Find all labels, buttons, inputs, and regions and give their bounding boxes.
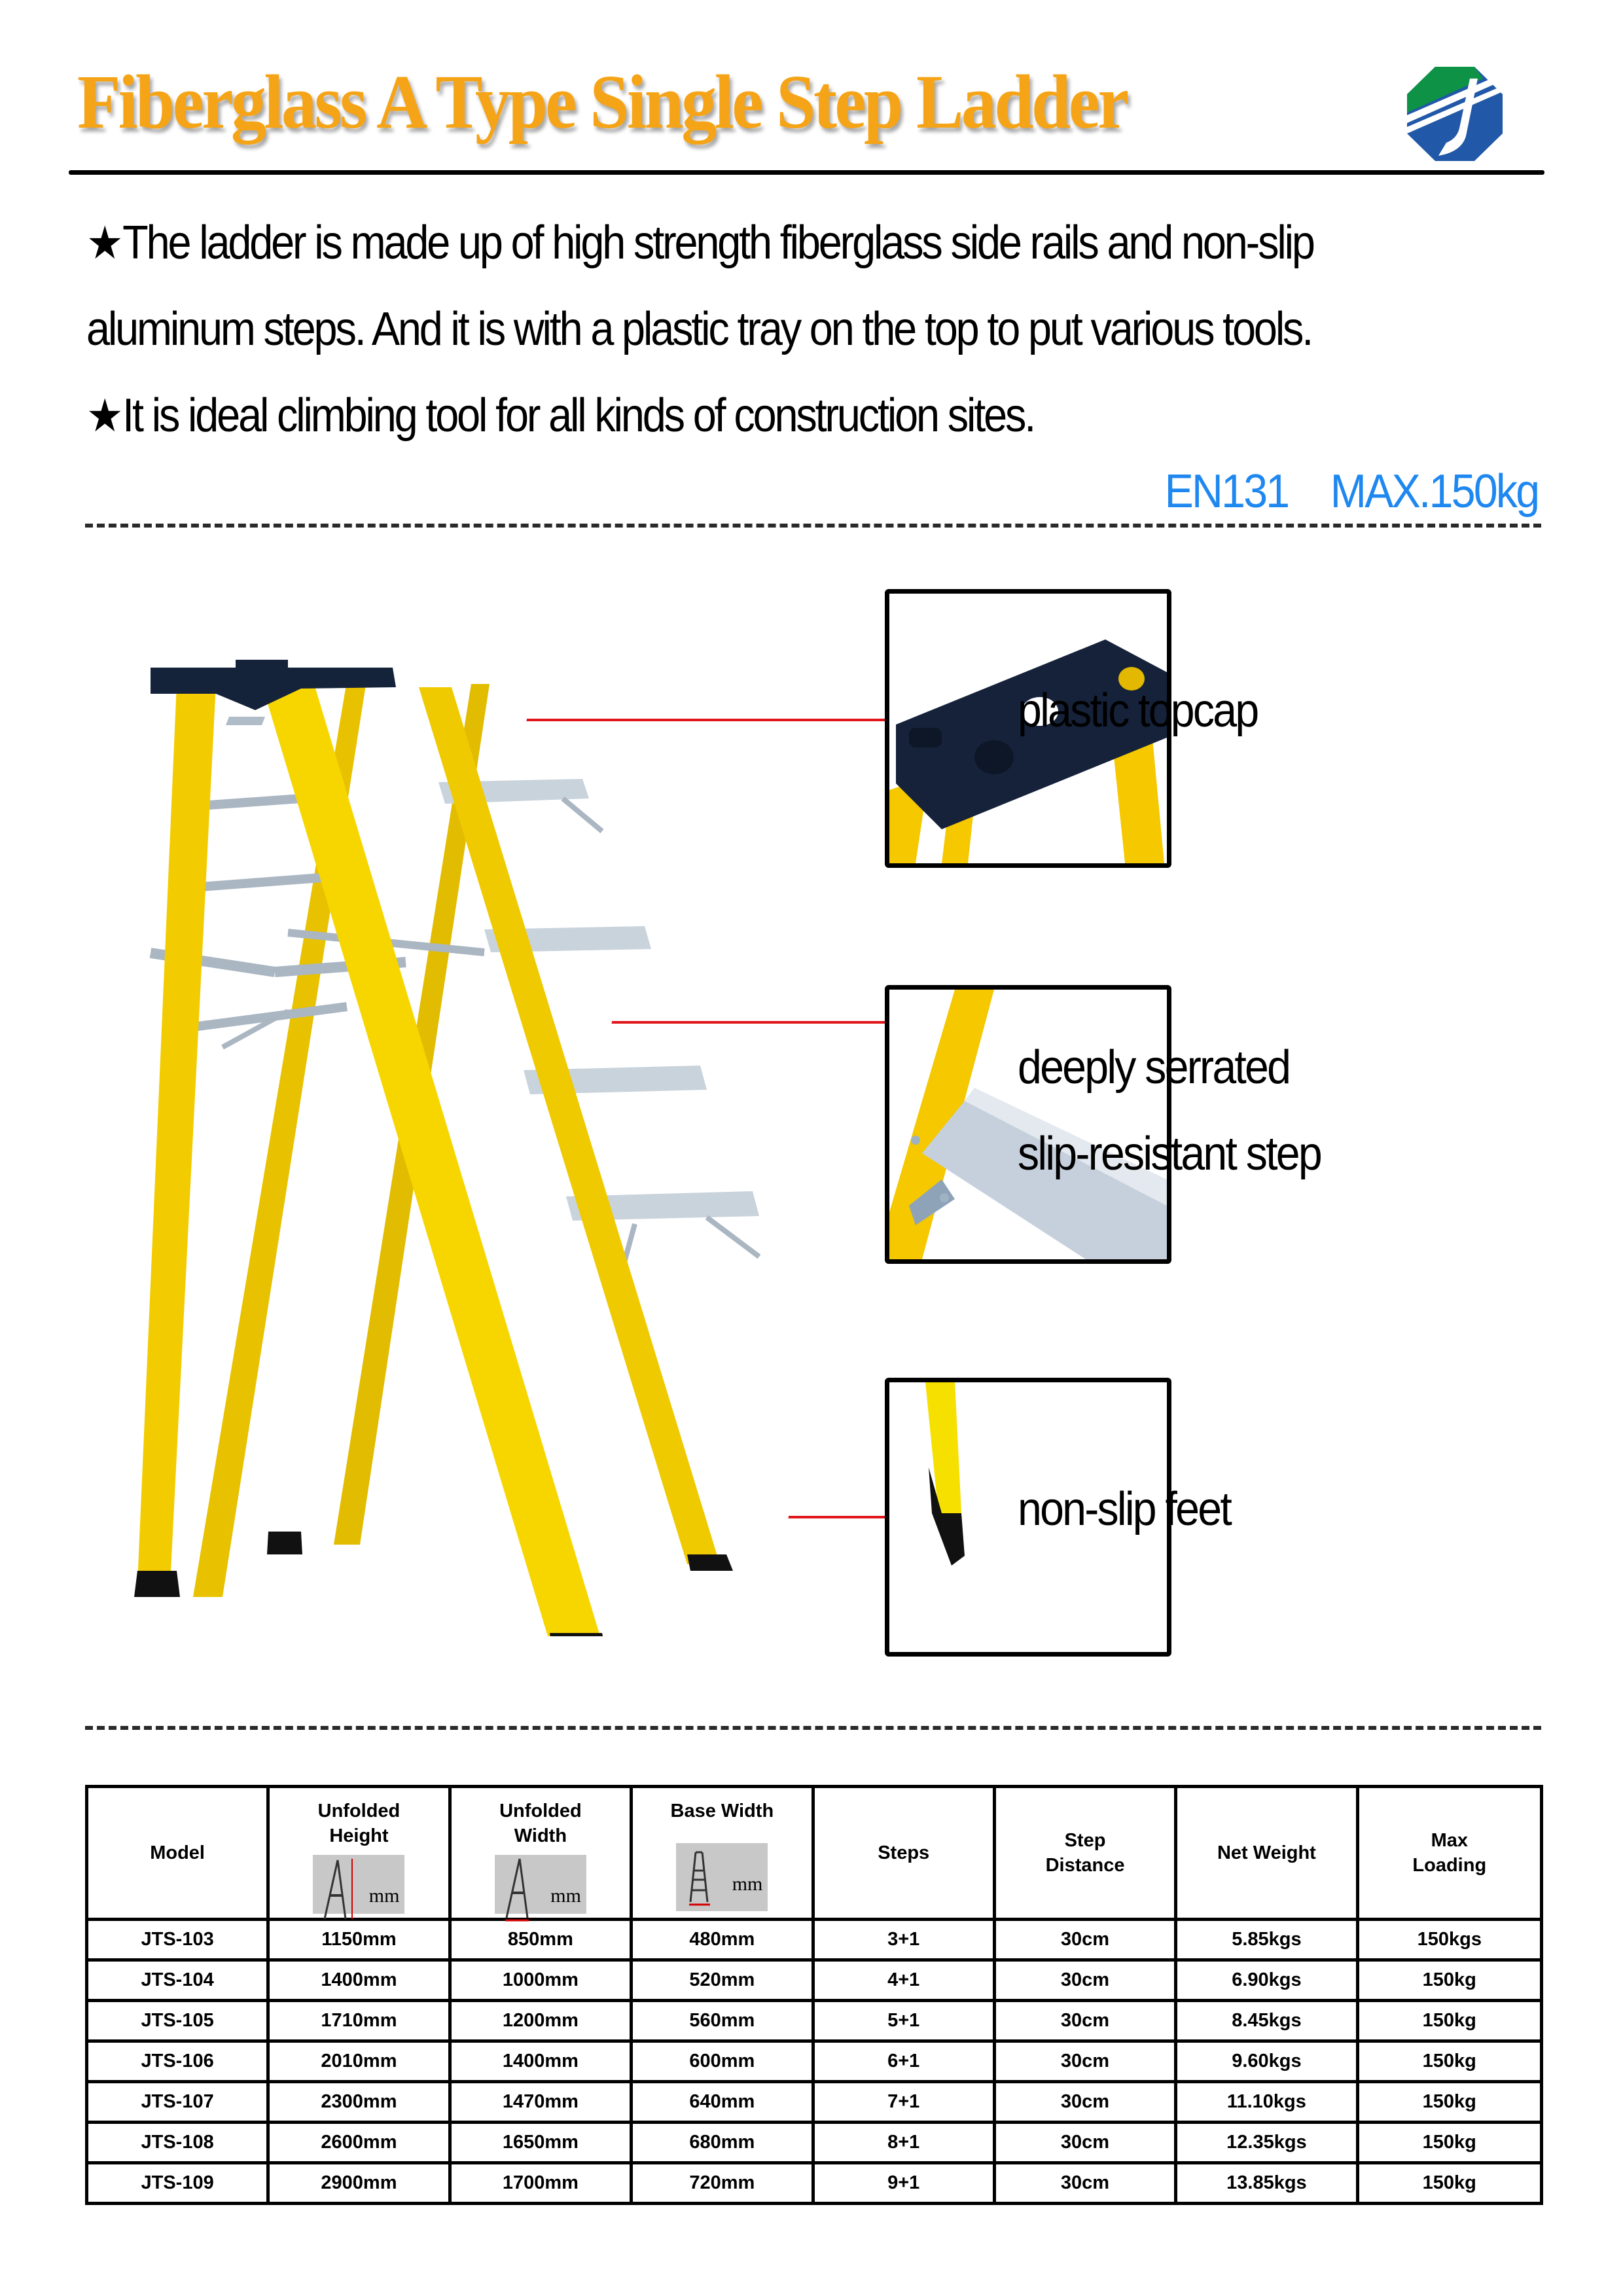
column-header-base-width: Base Width mm — [632, 1787, 813, 1920]
step-closeup-image — [885, 985, 1171, 1264]
column-header-step-distance: Step Distance — [994, 1787, 1175, 1920]
column-header-steps: Steps — [813, 1787, 994, 1920]
column-header-model: Model — [87, 1787, 268, 1920]
height-dimension-icon: mm — [313, 1855, 404, 1914]
standard-label: EN131 — [1164, 465, 1289, 518]
callout-dot-icon — [519, 715, 527, 723]
table-row: JTS-105 1710mm 1200mm 560mm 5+1 30cm 8.45kgs 150kg — [87, 2001, 1542, 2041]
max-load-label: MAX.150kg — [1330, 465, 1538, 518]
description-line-2: aluminum steps. And it is with a plastic tray on the top to put various tools. — [86, 303, 1312, 355]
callout-dot-icon — [781, 1513, 789, 1520]
width-dimension-icon: mm — [495, 1855, 586, 1914]
column-header-net-weight: Net Weight — [1176, 1787, 1357, 1920]
description-line-1: ★The ladder is made up of high strength fiberglass side rails and non-slip — [86, 217, 1313, 269]
column-header-max-loading: Max Loading — [1357, 1787, 1541, 1920]
table-row: JTS-109 2900mm 1700mm 720mm 9+1 30cm 13.85kgs 150kg — [87, 2163, 1542, 2204]
section-divider — [85, 524, 1541, 528]
callout-line-feet — [785, 1516, 885, 1518]
table-row: JTS-103 1150mm 850mm 480mm 3+1 30cm 5.85kgs 150kgs — [87, 1920, 1542, 1960]
header-rule — [69, 170, 1544, 175]
table-row: JTS-104 1400mm 1000mm 520mm 4+1 30cm 6.90kgs 150kg — [87, 1960, 1542, 2001]
table-header-row — [87, 1787, 1542, 1920]
callout-line-topcap — [524, 719, 885, 721]
column-header-unfolded-width: Unfolded Width mm — [450, 1787, 631, 1920]
star-bullet-icon: ★ — [86, 390, 122, 441]
table-row: JTS-108 2600mm 1650mm 680mm 8+1 30cm 12.35kgs 150kg — [87, 2123, 1542, 2163]
star-bullet-icon: ★ — [86, 217, 122, 268]
base-width-dimension-icon: mm — [676, 1843, 768, 1911]
specification-table — [85, 1785, 1543, 2205]
certification-badges — [1164, 465, 1538, 518]
feature-label-step-line-1: deeply serrated — [1018, 1041, 1290, 1094]
page-title: Fiberglass A Type Single Step Ladder — [77, 59, 1127, 145]
ladder-product-image — [131, 655, 883, 1636]
table-row: JTS-107 2300mm 1470mm 640mm 7+1 30cm 11.10kgs 150kg — [87, 2082, 1542, 2123]
callout-line-step — [609, 1021, 885, 1024]
callout-dot-icon — [604, 1018, 612, 1026]
description-line-3: ★It is ideal climbing tool for all kinds of construction sites. — [86, 389, 1035, 442]
section-divider — [85, 1726, 1541, 1730]
feature-label-topcap: plastic topcap — [1018, 685, 1258, 737]
company-logo-icon — [1406, 65, 1504, 162]
feature-label-step-line-2: slip-resistant step — [1018, 1128, 1321, 1180]
feature-label-feet: non-slip feet — [1018, 1483, 1230, 1535]
column-header-unfolded-height: Unfolded Height mm — [268, 1787, 450, 1920]
table-row: JTS-106 2010mm 1400mm 600mm 6+1 30cm 9.60kgs 150kg — [87, 2041, 1542, 2082]
